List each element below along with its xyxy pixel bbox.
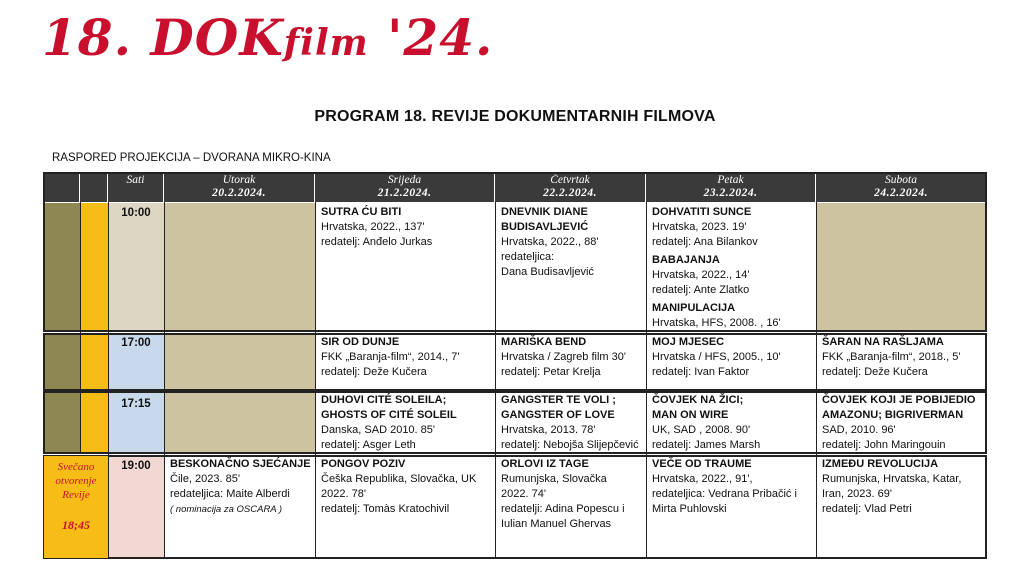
row3-marker-gold bbox=[80, 392, 108, 453]
row1-empty-utorak bbox=[164, 203, 315, 330]
film-title: ČOVJEK NA ŽICI; bbox=[652, 394, 744, 406]
film-title: GANGSTER TE VOLI ; bbox=[501, 394, 616, 406]
film-director-name: Dana Budisavljević bbox=[501, 266, 594, 278]
film-title: IZMEĐU REVOLUCIJA bbox=[822, 458, 939, 470]
film-info: Rumunjska, Slovačka bbox=[501, 473, 607, 485]
header-day-srijeda bbox=[315, 172, 495, 202]
film-info: Rumunjska, Hrvatska, Katar, bbox=[822, 473, 962, 485]
film-director: redatelj: Ivan Faktor bbox=[652, 366, 750, 378]
day-name: Utorak bbox=[222, 174, 256, 186]
film-entry bbox=[652, 457, 797, 517]
film-info: Češka Republika, Slovačka, UK bbox=[321, 473, 477, 485]
film-entry bbox=[321, 335, 459, 380]
film-info: SAD, 2010. 96' bbox=[822, 424, 896, 436]
film-info: Hrvatska, 2022., 91', bbox=[652, 473, 753, 485]
film-info: Hrvatska, 2022., 88' bbox=[501, 236, 599, 248]
opening-line1: Svečano bbox=[57, 461, 95, 473]
film-director: redatelj: James Marsh bbox=[652, 439, 761, 451]
film-info: UK, SAD , 2008. 90' bbox=[652, 424, 751, 436]
film-title: MANIPULACIJA bbox=[652, 302, 736, 314]
logo-film: film bbox=[283, 22, 369, 64]
film-entry bbox=[652, 301, 781, 331]
film-director-name: Iulian Manuel Ghervas bbox=[501, 518, 612, 530]
film-director: redatelj: Deže Kučera bbox=[822, 366, 928, 378]
film-entry bbox=[822, 335, 960, 380]
film-title: BABAJANJA bbox=[652, 254, 720, 266]
festival-logo bbox=[42, 8, 493, 67]
film-director: redatelj: Vlad Petri bbox=[822, 503, 912, 515]
film-title: ČOVJEK KOJI JE POBIJEDIO bbox=[822, 394, 976, 406]
grid-line bbox=[816, 202, 817, 559]
film-title: ŠARAN NA RAŠLJAMA bbox=[822, 336, 944, 348]
row2-marker-olive bbox=[44, 334, 80, 390]
day-name: Subota bbox=[885, 174, 917, 186]
film-entry bbox=[321, 457, 476, 517]
film-title: MOJ MJESEC bbox=[652, 336, 725, 348]
film-title-line2: GANGSTER OF LOVE bbox=[501, 409, 615, 421]
opening-line2: otvorenje bbox=[55, 475, 97, 487]
film-director: redatelj: Nebojša Slijepčević bbox=[501, 439, 639, 451]
film-title: BESKONAČNO SJEĆANJE bbox=[170, 458, 311, 470]
day-date: 22.2.2024. bbox=[543, 187, 597, 199]
film-title: VEČE OD TRAUME bbox=[652, 458, 752, 470]
film-year: Iran, 2023. 69' bbox=[822, 488, 892, 500]
grid-line bbox=[164, 202, 165, 559]
film-entry bbox=[501, 457, 625, 532]
opening-line3: Revije bbox=[62, 489, 90, 501]
film-info: Hrvatska / HFS, 2005., 10' bbox=[652, 351, 781, 363]
film-director: redatelj: Petar Krelja bbox=[501, 366, 601, 378]
header-day-petak bbox=[646, 172, 816, 202]
film-entry bbox=[822, 393, 975, 453]
film-entry bbox=[501, 205, 599, 280]
film-info: Hrvatska, 2013. 78' bbox=[501, 424, 596, 436]
film-director: redatelj: Deže Kučera bbox=[321, 366, 427, 378]
film-info: Hrvatska, 2022., 14' bbox=[652, 269, 750, 281]
grid-line bbox=[80, 202, 81, 454]
film-title: SIR OD DUNJE bbox=[321, 336, 400, 348]
film-note: ( nominacija za OSCARA ) bbox=[170, 504, 283, 515]
film-title: DOHVATITI SUNCE bbox=[652, 206, 752, 218]
row1-marker-gold bbox=[80, 203, 108, 330]
logo-dok: DOK bbox=[150, 8, 284, 67]
film-title: MARIŠKA BEND bbox=[501, 336, 587, 348]
opening-time: 18;45 bbox=[62, 518, 90, 532]
day-date: 21.2.2024. bbox=[377, 187, 432, 199]
film-year: 2022. 74' bbox=[501, 488, 546, 500]
row1-empty-subota bbox=[816, 203, 986, 330]
film-info: Hrvatska, 2023. 19' bbox=[652, 221, 747, 233]
film-info: FKK „Baranja-film“, 2014., 7' bbox=[321, 351, 460, 363]
film-title-line2: GHOSTS OF CITÉ SOLEIL bbox=[321, 409, 457, 421]
opening-label bbox=[44, 456, 108, 558]
grid-line bbox=[315, 202, 316, 559]
row3-marker-olive bbox=[44, 392, 80, 453]
film-title: DNEVNIK DIANE bbox=[501, 206, 588, 218]
film-info: FKK „Baranja-film“, 2018., 5' bbox=[822, 351, 961, 363]
film-entry bbox=[321, 205, 432, 250]
day-date: 20.2.2024. bbox=[212, 187, 266, 199]
time-slot: 10:00 bbox=[121, 207, 151, 219]
film-title-line2: MAN ON WIRE bbox=[652, 409, 729, 421]
schedule-subtitle: RASPORED PROJEKCIJA – DVORANA MIKRO-KINA bbox=[52, 152, 331, 164]
header-day-cetvrtak bbox=[495, 172, 646, 202]
day-date: 23.2.2024. bbox=[703, 187, 758, 199]
film-title: ORLOVI IZ TAGE bbox=[501, 458, 589, 470]
film-title: DUHOVI CITÉ SOLEILA; bbox=[321, 394, 447, 406]
film-director: redatelj: Tomàs Kratochivil bbox=[321, 503, 450, 515]
header-sati-label: Sati bbox=[126, 174, 145, 186]
film-entry bbox=[652, 253, 750, 298]
film-director-name: Mirta Puhlovski bbox=[652, 503, 727, 515]
film-entry bbox=[652, 335, 781, 380]
time-slot: 17:15 bbox=[121, 398, 151, 410]
film-director: redateljica: Vedrana Pribačić i bbox=[652, 488, 797, 500]
page-title: PROGRAM 18. REVIJE DOKUMENTARNIH FILMOVA bbox=[314, 108, 716, 125]
film-info: Danska, SAD 2010. 85' bbox=[321, 424, 436, 436]
film-entry bbox=[652, 205, 758, 250]
header-blank-2 bbox=[80, 172, 108, 202]
film-title: SUTRA ĆU BITI bbox=[321, 206, 402, 218]
logo-year: '24. bbox=[368, 8, 494, 67]
film-entry bbox=[652, 393, 760, 453]
film-title-line2: BUDISAVLJEVIĆ bbox=[501, 221, 589, 233]
row2-empty-utorak bbox=[164, 334, 315, 390]
header-day-utorak bbox=[164, 172, 315, 202]
row1-time-cell bbox=[108, 203, 164, 330]
film-director: redateljica: bbox=[501, 251, 555, 263]
day-name: Četvrtak bbox=[550, 174, 590, 186]
film-director: redatelj: Anđelo Jurkas bbox=[321, 236, 433, 248]
film-info: Čile, 2023. 85' bbox=[170, 473, 240, 485]
film-director: redatelj: John Maringouin bbox=[822, 439, 946, 451]
film-title-line2: AMAZONU; BIGRIVERMAN bbox=[822, 409, 964, 421]
grid-line bbox=[646, 202, 647, 559]
film-title: PONGOV POZIV bbox=[321, 458, 406, 470]
logo-prefix: 18. bbox=[42, 8, 151, 67]
film-entry bbox=[501, 335, 626, 380]
film-director: redatelj: Ante Zlatko bbox=[652, 284, 750, 296]
film-entry bbox=[321, 393, 457, 453]
film-director: redateljica: Maite Alberdi bbox=[170, 488, 290, 500]
film-info: Hrvatska, 2022., 137' bbox=[321, 221, 425, 233]
film-entry bbox=[822, 457, 961, 517]
film-year: 2022. 78' bbox=[321, 488, 366, 500]
time-slot: 17:00 bbox=[121, 337, 151, 349]
day-name: Petak bbox=[717, 174, 744, 186]
day-date: 24.2.2024. bbox=[874, 187, 928, 199]
header-day-subota bbox=[816, 172, 986, 202]
grid-line bbox=[108, 202, 109, 559]
row2-marker-gold bbox=[80, 334, 108, 390]
film-entry bbox=[170, 457, 311, 517]
film-director: redatelj: Ana Bilankov bbox=[652, 236, 758, 248]
film-info: Hrvatska, HFS, 2008. , 16' bbox=[652, 317, 781, 329]
row3-empty-utorak bbox=[164, 392, 315, 453]
time-slot: 19:00 bbox=[121, 460, 151, 472]
film-info: Hrvatska / Zagreb film 30' bbox=[501, 351, 626, 363]
film-entry bbox=[501, 393, 639, 453]
film-director: redatelji: Adina Popescu i bbox=[501, 503, 625, 515]
header-sati bbox=[108, 172, 164, 202]
film-director: redatelj: Asger Leth bbox=[321, 439, 416, 451]
header-blank-1 bbox=[44, 172, 80, 202]
grid-line bbox=[495, 202, 496, 559]
row1-marker-olive bbox=[44, 203, 80, 330]
day-name: Srijeda bbox=[387, 174, 422, 186]
